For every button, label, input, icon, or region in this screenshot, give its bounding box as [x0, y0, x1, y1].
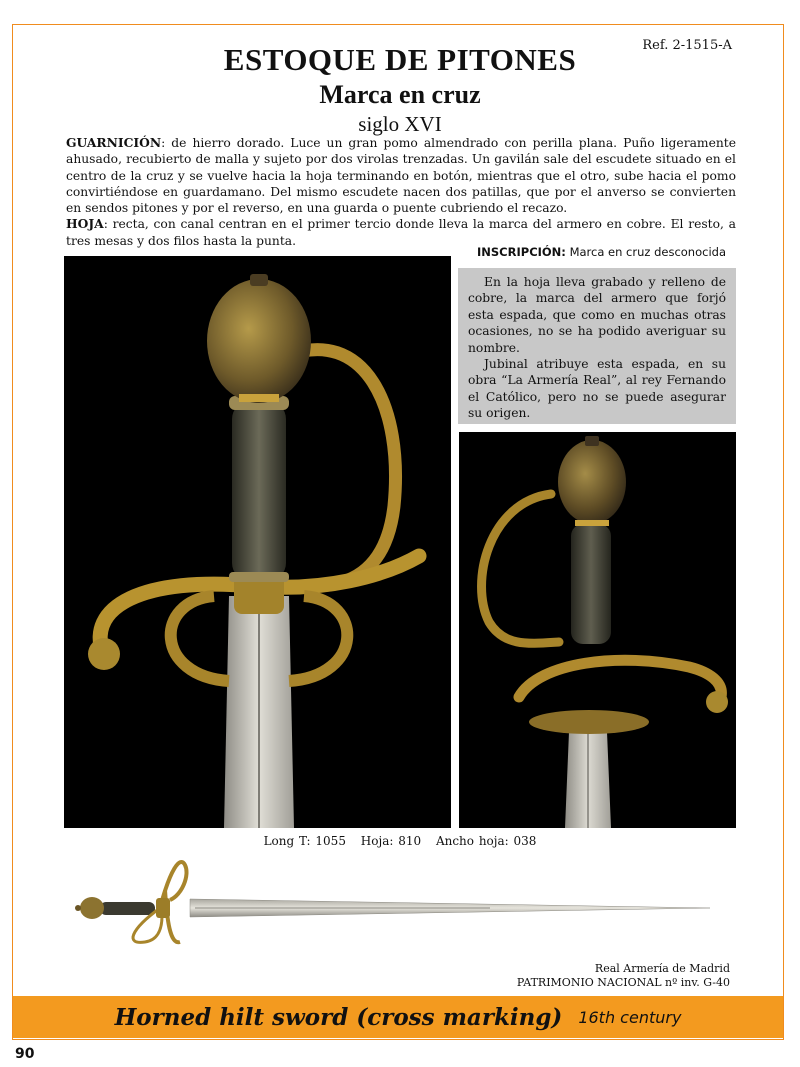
inscription — [477, 245, 726, 259]
guarnicion-label: GUARNICIÓN — [66, 135, 162, 150]
dimension-blade: Hoja: 810 — [360, 834, 422, 848]
dimension-length: Long T: 1055 — [263, 834, 346, 848]
hilt-photo-reverse — [459, 432, 736, 828]
dimension-width: Ancho hoja: 038 — [435, 834, 537, 848]
reference-number: Ref. 2-1515-A — [642, 38, 732, 53]
credit-inventory: PATRIMONIO NACIONAL nº inv. G-40 — [516, 976, 730, 989]
credit-collection: Real Armería de Madrid — [594, 962, 730, 975]
note-paragraph-2: Jubinal atribuye esta espada, en su obra “La Armería Real”, al rey Fernando el Católico, pero no se puede asegurar su origen. — [468, 357, 726, 421]
hoja-text: : recta, con canal centran en el primer tercio donde lleva la marca del armero en cobre. El resto, a tres mesas y dos filos hasta la punta. — [66, 217, 736, 248]
inscription-label: INSCRIPCIÓN: — [477, 245, 566, 259]
dimensions — [0, 834, 800, 848]
century-label: siglo XVI — [358, 112, 442, 136]
credit — [517, 962, 730, 990]
english-century: 16th century — [578, 1007, 682, 1027]
english-title: Horned hilt sword (cross marking) — [114, 1003, 563, 1031]
page-title: ESTOQUE DE PITONES — [223, 42, 577, 77]
inscription-text: Marca en cruz desconocida — [569, 245, 726, 259]
page-number: 90 — [15, 1046, 35, 1062]
guarnicion-text: : de hierro dorado. Luce un gran pomo almendrado con perilla plana. Puño ligeramente ahusado, recubierto de malla y sujeto por dos virolas trenzadas. Un gavilán sale del escudete situado en el centro de la cruz y se vuelve hacia la hoja terminando en botón, mientras que el otro, sube hacia el pomo convirtiéndose en guardamano. Del mismo escudete nacen dos patillas, que por el anverso se convierten en sendos pitones y por el reverso, en una guarda o puente cubriendo el recazo. — [66, 136, 736, 216]
hilt-photo-front — [64, 256, 451, 828]
hilt-front-illustration — [64, 256, 451, 828]
description-block — [66, 135, 736, 249]
hilt-reverse-illustration — [459, 432, 736, 828]
page-subtitle: Marca en cruz — [319, 80, 481, 109]
full-sword-illustration — [70, 850, 720, 955]
english-title-banner — [13, 996, 783, 1038]
note-box — [458, 268, 736, 424]
note-paragraph-1: En la hoja lleva grabado y relleno de cobre, la marca del armero que forjó esta espada, que como en muchas otras ocasiones, no se ha podido averiguar su nombre. — [468, 275, 726, 355]
hoja-label: HOJA — [66, 216, 104, 232]
